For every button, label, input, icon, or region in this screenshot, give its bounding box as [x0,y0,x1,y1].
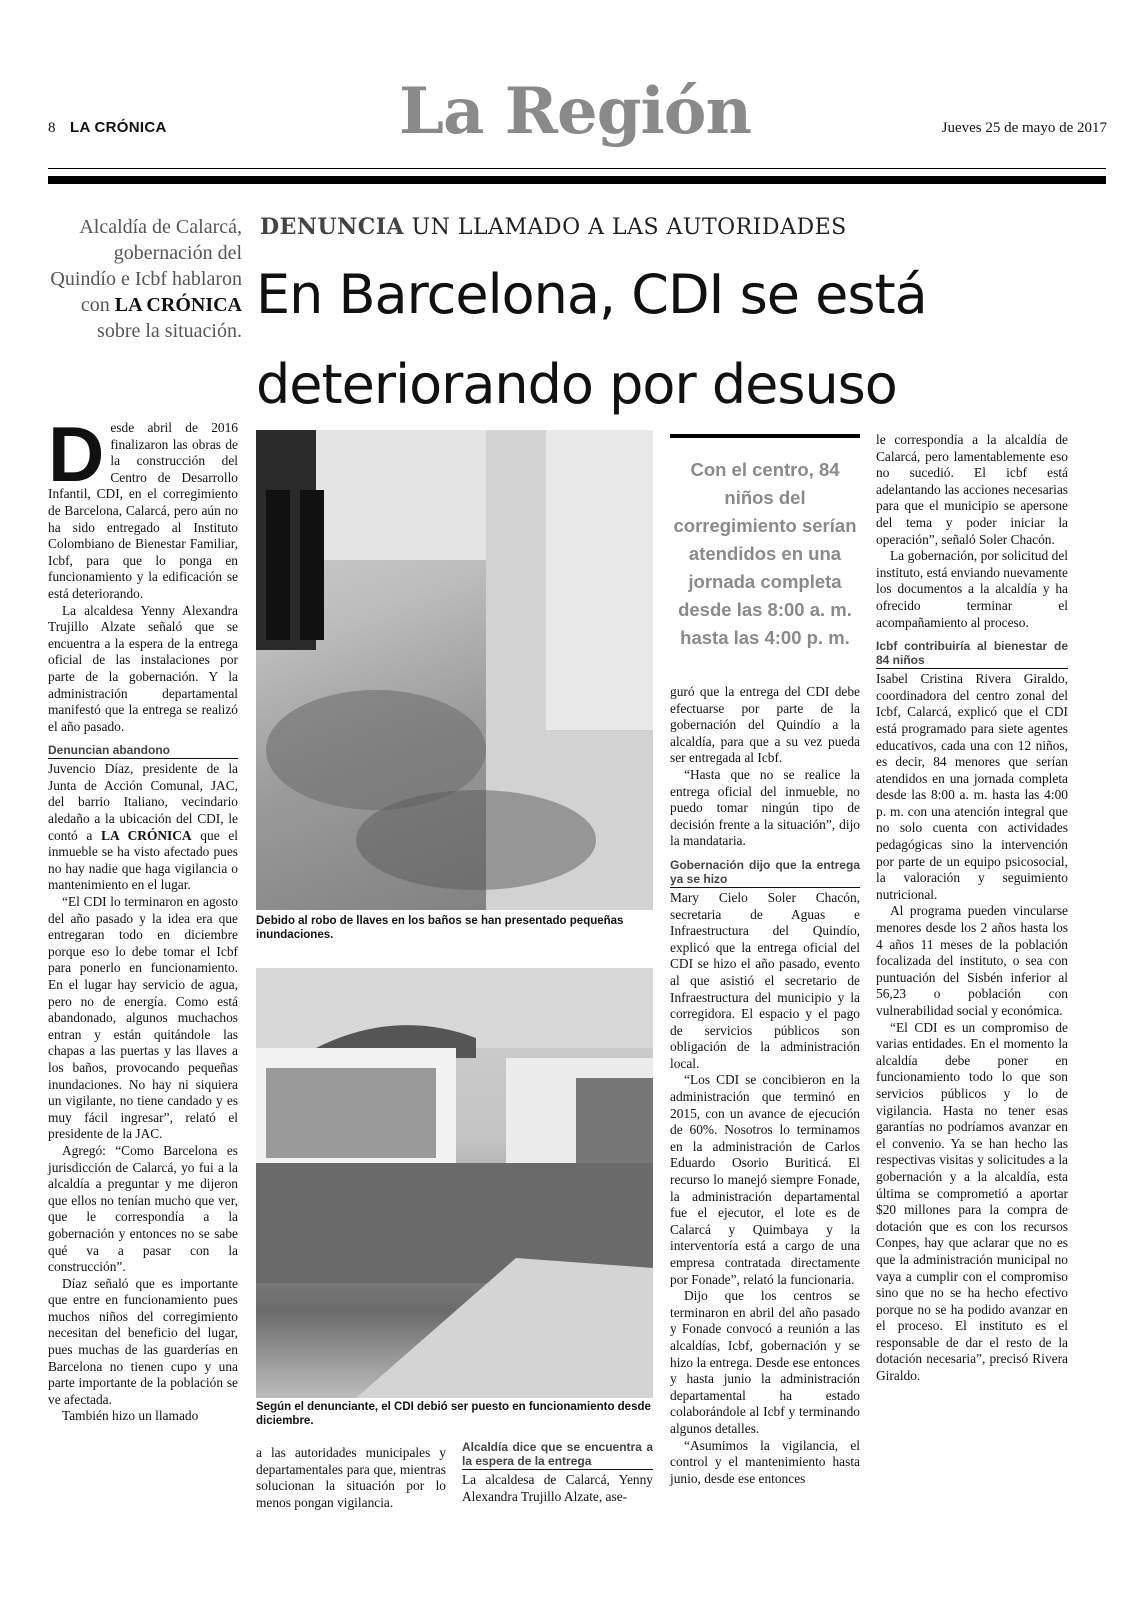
kicker [260,214,847,240]
paragraph: Agregó: “Como Barcelona es jurisdicción de Calarcá, yo fui a la alcaldía a preguntar y me dijeron que ellos no tenían mucho que ver, que le correspondía a la gobernación y entonces no se sabe qué va a pasar con la construcción”. [48,1142,238,1275]
paragraph: Dijo que los centros se terminaron en abril del año pasado y Fonade convocó a reunión a las alcaldías, Icbf, gobernación y se hizo la entrega. Desde ese entonces y hasta junio la administración departamental ha estado colaborándole al Icbf y terminando algunos detalles. [670,1288,860,1436]
section-title: La Región [399,74,751,149]
header-rule-thick [48,176,1106,184]
paragraph-text: Juvencio Díaz, presidente de la Junta de Acción Comunal, JAC, del barrio Italiano, vecindario aledaño a la ubicación del CDI, le contó a [48,761,238,843]
subheading: Gobernación dijo que la entrega ya se hizo [670,857,860,886]
paragraph: “Los CDI se concibieron en la administración que terminó en 2015, con un avance de ejecución de 60%. Nosotros lo terminamos en la administración de Carlos Eduardo Osorio Buriticá. El recurso lo manejó siempre Fonade, la administración departamental fue el ejecutor, el lote es de Calarcá y Quimbaya y la interventoría está a cargo de una empresa contratada directamente por Fonade”, relató la funcionaria. [670,1072,860,1287]
article-column-4 [876,432,1068,1385]
header-rule-thin [48,168,1106,169]
paragraph: guró que la entrega del CDI debe efectuarse por parte de la gobernación del Quindío a la alcaldía, para que a su vez pueda ser entregada al Icbf. [670,684,860,766]
photo2-caption: Según el denunciante, el CDI debió ser puesto en funcionamiento desde diciembre. [256,1401,651,1427]
article-column-2-bottom [256,1445,446,1511]
paragraph: “El CDI es un compromiso de varias entidades. En el momento la alcaldía debe poner en funcionamiento todo lo que son servicios públicos y lo de vigilancia. Hasta no tener esas garantías no podríamos avanzar en el convenio. Ya se han hecho las respectivas visitas y solicitudes a la gobernación y a la alcaldía, esta última se comprometió a aportar $20 millones para la compra de dotación que es con los recursos Conpes, hay que aclarar que no es que la administración municipal no vaya a cumplir con el compromiso sino que no se ha hecho efectivo porque no se ha podido avanzar en el proceso. El instituto es el responsable de dar el resto de la dotación necesaria”, precisó Rivera Giraldo. [876,1019,1068,1384]
paragraph [48,410,238,603]
paragraph: Díaz señaló que es importante que entre en funcionamiento pues muchos niños del corregimiento necesitan del beneficio del lugar, pues muchas de las guarderías en Barcelona no tienen cupo y una parte importante de la población se ve afectada. [48,1275,238,1407]
page-number: 8 [48,120,56,136]
paragraph-text: que el inmueble se ha visto afectado pues no hay nadie que haga vigilancia o mantenimiento en el lugar. [48,827,238,893]
paragraph: La alcaldesa Yenny Alexandra Trujillo Alzate señaló que se encuentra a la espera de la entrega oficial de las instalaciones por parte de la gobernación. Y la administración departamental manifestó que la entrega se realizó el año pasado. [48,602,238,734]
article-column-1 [48,410,238,1425]
paragraph: Isabel Cristina Rivera Giraldo, coordinadora del centro zonal del Icbf, Calarcá, explicó que el CDI está programado para siete agentes educativos, cada una con 12 niños, es decir, 84 menores que serían atendidos en una jornada completa desde las 8:00 a. m. hasta las 4:00 p. m. con una atención integral que no solo cuenta con actividades pedagógicas sino la intervención por parte de un equipo psicosocial, la valoración y seguimiento nutricional. [876,671,1068,902]
kicker-rest: UN LLAMADO A LAS AUTORIDADES [411,215,847,240]
headline: En Barcelona, CDI se está deteriorando por desuso [256,263,927,416]
bathroom-photo [256,430,653,910]
drop-cap: D [48,410,105,498]
issue-date: Jueves 25 de mayo de 2017 [941,120,1107,136]
paragraph-bold: LA CRÓNICA [101,827,192,843]
paragraph: “Hasta que no se realice la entrega oficial del inmueble, no puedo tomar ningún tipo de decisión frente a la situación”, dijo la mandataria. [670,766,860,849]
paragraph-text: esde abril de 2016 finalizaron las obras de la construcción del Centro de Desarrollo Infantil, CDI, en el corregimiento de Barcelona, Calarcá, pero aún no ha sido entregado al Instituto Colombiano de Bienestar Familiar, Icbf, para que lo ponga en funcionamiento y la edificación se está deteriorando. [48,420,238,601]
subheading: Icbf contribuiría al bienestar de 84 niños [876,639,1068,668]
paragraph: La alcaldesa de Calarcá, Yenny Alexandra Trujillo Alzate, ase- [462,1472,653,1504]
newspaper-name: LA CRÓNICA [70,119,167,136]
lead-bold: LA CRÓNICA [114,294,242,316]
paragraph: Mary Cielo Soler Chacón, secretaria de Aguas e Infraestructura del Quindío, explicó que la entrega oficial del CDI se hizo el año pasado, evento al que asistió el secretario de Infraestructura del municipio y la corregidora. El espacio y el pago de servicios públicos son obligación de la administración local. [670,889,860,1071]
paragraph: La gobernación, por solicitud del instituto, está enviando nuevamente los documentos a la alcaldía y ha ofrecido terminar el acompañamiento al proceso. [876,548,1068,630]
building-photo-illustration [256,968,653,1398]
bathroom-photo-illustration [256,430,653,910]
paragraph: le correspondía a la alcaldía de Calarcá, pero lamentablemente eso no sucedió. El icbf está adelantando las acciones necesarias para que el municipio se apersone del tema y poder iniciar la operación”, señaló Soler Chacón. [876,432,1068,547]
paragraph: Al programa pueden vincularse menores desde los 2 años hasta los 4 años 11 meses de la población focalizada del instituto, o sea con puntuación del Sisbén inferior al 56,23 o población con vulnerabilidad social y económica. [876,903,1068,1018]
lead-summary [48,214,242,344]
lead-text-end: sobre la situación. [97,320,242,342]
subheading: Alcaldía dice que se encuentra a la espera de la entrega [462,1440,653,1468]
photo1-caption: Debido al robo de llaves en los baños se han presentado pequeñas inundaciones. [256,915,624,941]
paragraph: a las autoridades municipales y departamentales para que, mientras solucionan la situación por lo menos pongan vigilancia. [256,1445,446,1510]
lead-text: Alcaldía de Calarcá, gobernación del Quindío e Icbf hablaron con [50,216,242,316]
paragraph: También hizo un llamado [62,1408,199,1424]
paragraph [48,761,238,894]
building-photo [256,968,653,1398]
article-column-2b-bottom [462,1440,653,1505]
paragraph: “El CDI lo terminaron en agosto del año pasado y la idea era que entregaran todo en diciembre porque eso lo debe tomar el Icbf para ponerlo en funcionamiento. En el lugar hay servicio de agua, pero no de energía. Como está abandonado, algunos muchachos entran y están quitándole las chapas a las puertas y las llaves a los baños, provocando pequeñas inundaciones. No hay ni siquiera un vigilante, no tiene candado y es muy fácil ingresar”, relató el presidente de la JAC. [48,894,238,1142]
pull-quote-rule [670,434,860,438]
pull-quote: Con el centro, 84 niños del corregimiento serían atendidos en una jornada completa desde las 8:00 a. m. hasta las 4:00 p. m. [673,459,857,648]
subheading: Denuncian abandono [48,743,238,759]
article-column-3 [670,684,860,1487]
paragraph: “Asumimos la vigilancia, el control y el mantenimiento hasta junio, desde ese entonces [670,1437,860,1486]
kicker-bold: DENUNCIA [260,214,405,240]
